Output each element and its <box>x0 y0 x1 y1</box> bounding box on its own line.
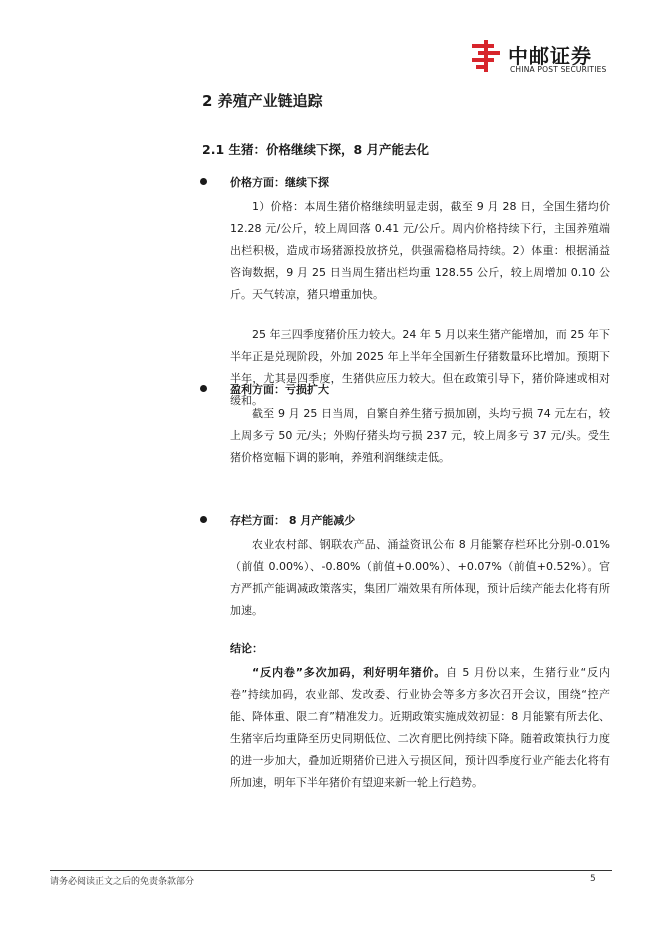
conclusion-lead: “反内卷”多次加码，利好明年猪价。 <box>252 666 447 679</box>
logo-english-name: CHINA POST SECURITIES <box>510 65 607 74</box>
china-post-logo-icon <box>468 38 504 74</box>
price-paragraph-1: 1）价格：本周生猪价格继续明显走弱，截至 9 月 28 日，全国生猪均价 12.28 元/公斤，较上周回落 0.41 元/公斤。周内价格持续下行，主国养殖端出栏积极，造成市场猪源投放挤兑，供强需稳格局持续。2）体重：根据涌益咨询数据，9 月 25 日当周生猪出栏均重 128.55 公斤，较上周增加 0.10 公斤。天气转凉，猪只增重加快。 <box>230 200 610 301</box>
profit-paragraph: 截至 9 月 25 日当周，自繁自养生猪亏损加剧，头均亏损 74 元左右，较上周多亏 50 元/头；外购仔猪头均亏损 237 元，较上周多亏 37 元/头。受生猪价格宽幅下调的影响，养殖利润继续走低。 <box>230 407 610 464</box>
section-title: 2 养殖产业链追踪 <box>202 92 323 110</box>
bullet-dot-icon <box>200 178 207 185</box>
page-number: 5 <box>590 874 596 884</box>
price-heading: 价格方面：继续下探 <box>230 176 329 189</box>
conclusion-paragraph <box>230 662 610 794</box>
company-logo <box>468 36 618 80</box>
footer-divider <box>50 870 612 871</box>
logo-chinese-name: 中邮证券 <box>508 44 592 68</box>
price-paragraph-2: 25 年三四季度猪价压力较大。24 年 5 月以来生猪产能增加，而 25 年下半年正是兑现阶段，外加 2025 年上半年全国新生仔猪数量环比增加。预期下半年，尤其是四季度，生猪供应压力较大。但在政策引导下，猪价降速或相对缓和。 <box>230 328 610 407</box>
profit-heading: 盈利方面：亏损扩大 <box>230 383 329 396</box>
bullet-dot-icon <box>200 385 207 392</box>
footer-disclaimer: 请务必阅读正文之后的免责条款部分 <box>50 877 195 887</box>
subsection-title: 2.1 生猪：价格继续下探，8 月产能去化 <box>202 142 430 157</box>
stock-paragraph: 农业农村部、钢联农产品、涌益资讯公布 8 月能繁存栏环比分别-0.01%（前值 0.00%）、-0.80%（前值+0.00%）、+0.07%（前值+0.52%）。官方严抓产能调减政策落实，集团厂端效果有所体现，预计后续产能去化将有所加速。 <box>230 538 610 617</box>
conclusion-body: 自 5 月份以来，生猪行业“反内卷”持续加码，农业部、发改委、行业协会等多方多次召开会议，围绕“控产能、降体重、限二育”精准发力。近期政策实施成效初显：8 月能繁有所去化、生猪宰后均重降至历史同期低位、二次育肥比例持续下降。随着政策执行力度的进一步加大，叠加近期猪价已进入亏损区间，预计四季度行业产能去化将有所加速，明年下半年猪价有望迎来新一轮上行趋势。 <box>230 666 610 789</box>
bullet-dot-icon <box>200 516 207 523</box>
stock-heading: 存栏方面： 8 月产能减少 <box>230 514 356 527</box>
conclusion-label: 结论： <box>230 642 263 655</box>
